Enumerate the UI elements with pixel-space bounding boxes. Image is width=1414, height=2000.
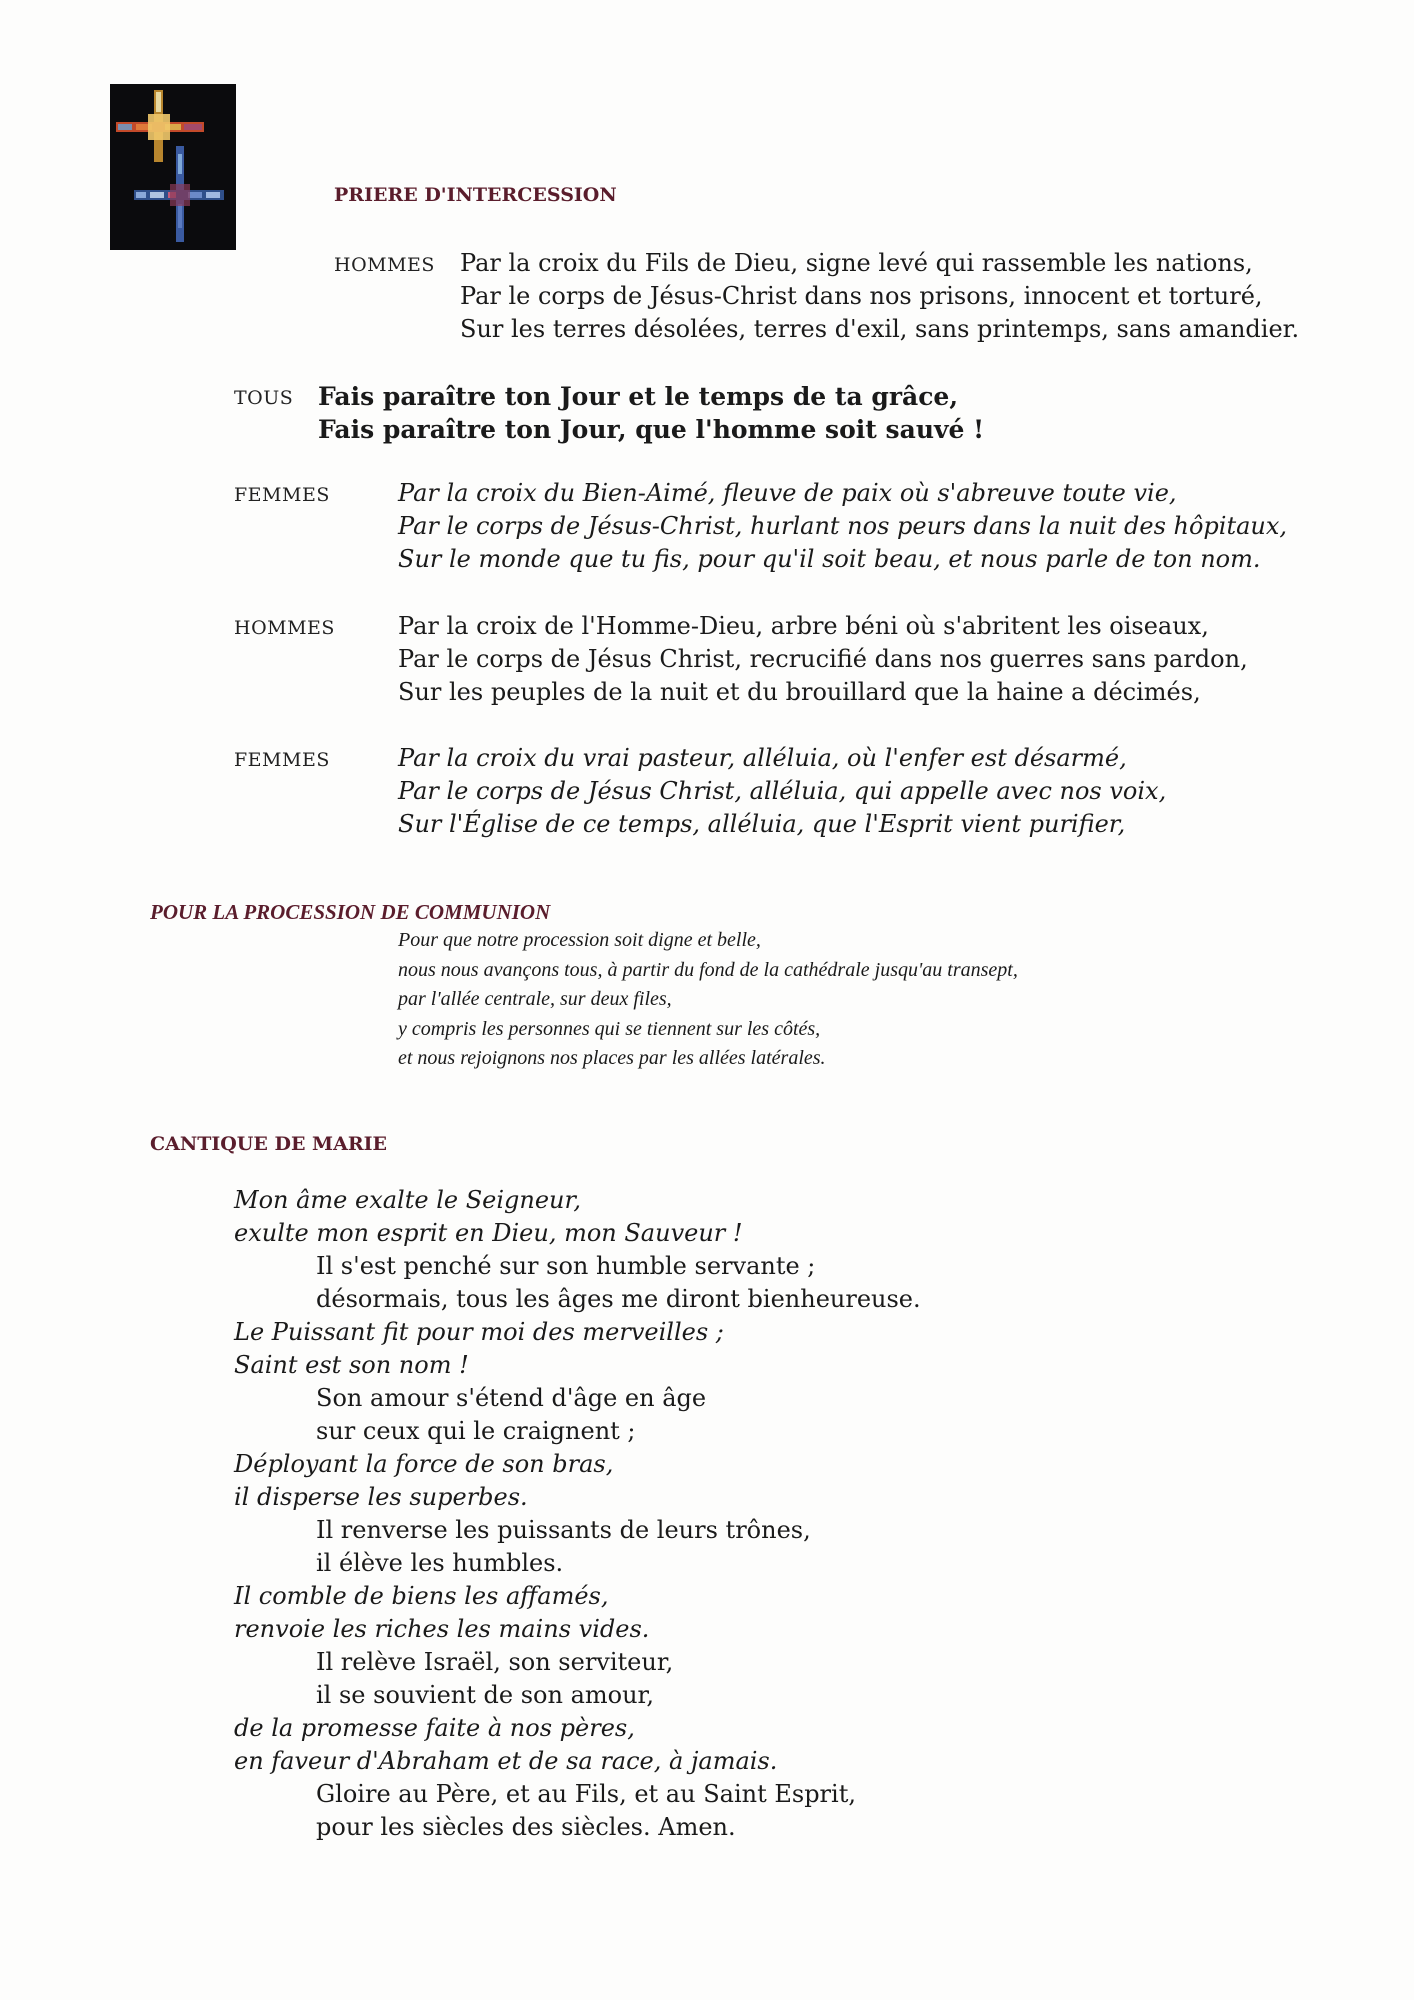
canticle-line: renvoie les riches les mains vides. (234, 1615, 650, 1643)
instruction-line: par l'allée centrale, sur deux files, (398, 988, 672, 1010)
canticle-line: il disperse les superbes. (234, 1483, 528, 1511)
stanza (398, 477, 1287, 576)
verse-line: Sur le monde que tu fis, pour qu'il soit beau, et nous parle de ton nom. (398, 545, 1261, 573)
stanza (398, 742, 1166, 841)
canticle-line: pour les siècles des siècles. Amen. (316, 1813, 736, 1841)
speaker-label: FEMMES (234, 484, 330, 506)
canticle-line: Saint est son nom ! (234, 1351, 469, 1379)
canticle-line: Il renverse les puissants de leurs trônes, (316, 1516, 811, 1544)
verse-line: Sur l'Église de ce temps, alléluia, que l'Esprit vient purifier, (398, 810, 1126, 838)
speaker-label: HOMMES (234, 617, 335, 639)
canticle-title: CANTIQUE DE MARIE (150, 1133, 387, 1155)
canticle-line: de la promesse faite à nos pères, (234, 1714, 635, 1742)
canticle-text (234, 1184, 921, 1844)
canticle-line: désormais, tous les âges me diront bienheureuse. (316, 1285, 921, 1313)
canticle-line: il se souvient de son amour, (316, 1681, 655, 1709)
verse-line: Par le corps de Jésus-Christ dans nos prisons, innocent et torturé, (460, 282, 1263, 310)
stanza (398, 610, 1248, 709)
speaker-label: HOMMES (334, 254, 435, 276)
instruction-line: y compris les personnes qui se tiennent sur les côtés, (398, 1017, 821, 1040)
canticle-line: Il comble de biens les affamés, (234, 1582, 609, 1610)
procession-title: POUR LA PROCESSION DE COMMUNION (150, 900, 551, 924)
canticle-line: exulte mon esprit en Dieu, mon Sauveur ! (234, 1219, 743, 1247)
verse-line: Par le corps de Jésus Christ, alléluia, qui appelle avec nos voix, (398, 777, 1167, 805)
canticle-line: Gloire au Père, et au Fils, et au Saint Esprit, (316, 1780, 856, 1808)
verse-line: Par le corps de Jésus-Christ, hurlant nos peurs dans la nuit des hôpitaux, (398, 512, 1288, 540)
instruction-line: nous nous avançons tous, à partir du fond de la cathédrale jusqu'au transept, (398, 958, 1018, 981)
canticle-line: Il s'est penché sur son humble servante ; (316, 1252, 816, 1280)
intercession-title: PRIERE D'INTERCESSION (334, 184, 617, 206)
instruction-line: Pour que notre procession soit digne et belle, (398, 929, 761, 951)
canticle-line: Son amour s'étend d'âge en âge (316, 1384, 707, 1412)
canticle-line: Déployant la force de son bras, (234, 1450, 614, 1478)
canticle-line: sur ceux qui le craignent ; (316, 1417, 636, 1445)
speaker-label: FEMMES (234, 749, 330, 771)
refrain-line: Fais paraître ton Jour, que l'homme soit sauvé ! (318, 415, 985, 444)
stained-glass-cross-icon (110, 84, 236, 250)
canticle-line: Mon âme exalte le Seigneur, (234, 1186, 581, 1214)
canticle-line: Le Puissant fit pour moi des merveilles ; (234, 1318, 724, 1346)
refrain (318, 380, 984, 446)
verse-line: Sur les peuples de la nuit et du brouillard que la haine a décimés, (398, 678, 1201, 706)
verse-line: Sur les terres désolées, terres d'exil, sans printemps, sans amandier. (460, 315, 1300, 343)
speaker-label: TOUS (234, 387, 294, 409)
canticle-line: il élève les humbles. (316, 1549, 564, 1577)
verse-line: Par la croix du Fils de Dieu, signe levé qui rassemble les nations, (460, 249, 1253, 277)
verse-line: Par la croix du vrai pasteur, alléluia, où l'enfer est désarmé, (398, 744, 1127, 772)
verse-line: Par la croix du Bien-Aimé, fleuve de paix où s'abreuve toute vie, (398, 479, 1177, 507)
canticle-line: en faveur d'Abraham et de sa race, à jamais. (234, 1747, 778, 1775)
procession-instructions (398, 926, 1018, 1074)
instruction-line: et nous rejoignons nos places par les allées latérales. (398, 1047, 826, 1069)
verse-line: Par la croix de l'Homme-Dieu, arbre béni où s'abritent les oiseaux, (398, 612, 1209, 640)
refrain-line: Fais paraître ton Jour et le temps de ta grâce, (318, 382, 959, 411)
canticle-line: Il relève Israël, son serviteur, (316, 1648, 674, 1676)
stanza (460, 247, 1299, 346)
verse-line: Par le corps de Jésus Christ, recrucifié dans nos guerres sans pardon, (398, 645, 1248, 673)
